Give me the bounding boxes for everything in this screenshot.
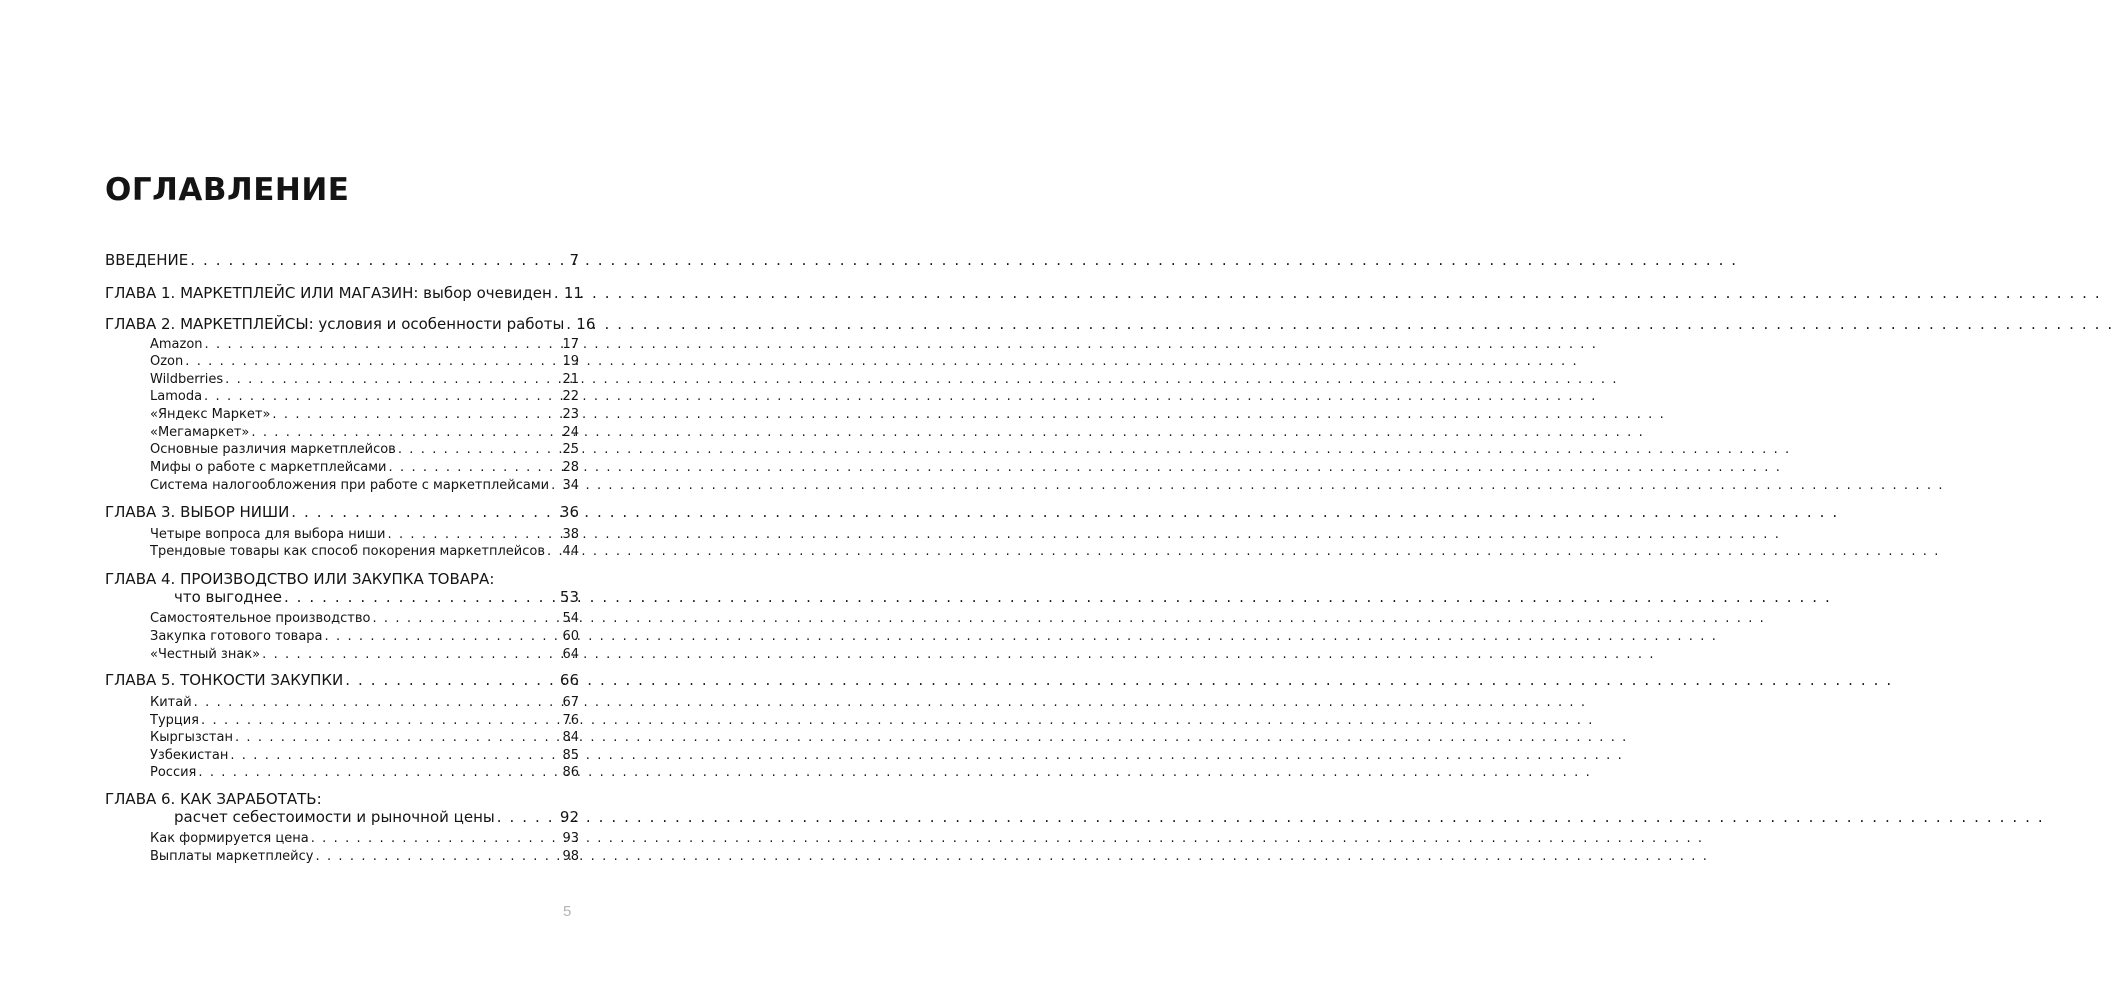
toc-entry-section (150, 371, 579, 388)
toc-entry-section (150, 424, 579, 441)
toc-entry-label: ГЛАВА 5. ТОНКОСТИ ЗАКУПКИ (105, 671, 344, 689)
toc-entry-chapter-4 (105, 569, 579, 589)
toc-entry-label: Amazon (150, 337, 203, 352)
toc-entry-chapter-3 (105, 502, 579, 522)
toc-entry-page: 38 (562, 527, 579, 542)
dot-leader (325, 628, 561, 645)
dot-leader (315, 848, 560, 865)
toc-entry-chapter-6-cont (174, 807, 579, 827)
toc-entry-page: 54 (562, 611, 579, 626)
toc-entry-section (150, 477, 579, 494)
toc-entry-section (150, 694, 579, 711)
toc-entry-page: 76 (562, 713, 579, 728)
toc-entry-page: 85 (562, 748, 579, 763)
toc-entry-section (150, 712, 579, 729)
toc-entry-section (150, 729, 579, 746)
toc-entry-page: 23 (562, 407, 579, 422)
dot-leader (497, 807, 558, 827)
dot-leader (554, 283, 562, 303)
toc-entry-chapter-1 (105, 283, 583, 303)
toc-entry-page: 7 (569, 251, 579, 269)
toc-entry-section (150, 628, 579, 645)
dot-leader (398, 441, 561, 458)
page-number: 5 (563, 903, 572, 920)
toc-entry-page: 25 (562, 442, 579, 457)
toc-entry-section (150, 610, 579, 627)
toc-entry-label: что выгоднее (174, 588, 282, 606)
toc-page (0, 0, 714, 1000)
toc-entry-label: Трендовые товары как способ покорения маркетплейсов (150, 544, 546, 559)
toc-entry-section (150, 764, 579, 781)
toc-entry-label: ГЛАВА 2. МАРКЕТПЛЕЙСЫ: условия и особенности работы (105, 315, 565, 333)
dot-leader (225, 371, 560, 388)
dot-leader (284, 587, 558, 607)
dot-leader (389, 459, 561, 476)
toc-entry-page: 66 (559, 671, 579, 689)
toc-entry-section (150, 353, 579, 370)
toc-entry-label: Самостоятельное производство (150, 611, 371, 626)
toc-entry-page: 24 (562, 425, 579, 440)
toc-entry-label: Система налогообложения при работе с маркетплейсами (150, 478, 550, 493)
dot-leader (311, 830, 561, 847)
toc-entry-label: Wildberries (150, 372, 224, 387)
toc-entry-chapter-2 (105, 314, 596, 334)
dot-leader (235, 729, 561, 746)
toc-entry-page: 84 (562, 730, 579, 745)
dot-leader (185, 353, 560, 370)
toc-entry-page: 64 (562, 647, 579, 662)
toc-entry-page: 92 (559, 808, 579, 826)
dot-leader (272, 406, 560, 423)
toc-entry-section (150, 388, 579, 405)
dot-leader (262, 646, 560, 663)
toc-entry-section (150, 543, 579, 560)
toc-entry-page: 16 (576, 315, 596, 333)
toc-entry-label: Турция (150, 713, 200, 728)
toc-entry-page: 19 (562, 354, 579, 369)
toc-entry-page: 11 (563, 284, 583, 302)
dot-leader (230, 747, 560, 764)
toc-entry-label: Ozon (150, 354, 184, 369)
dot-leader (551, 477, 560, 494)
toc-entry-page: 44 (562, 544, 579, 559)
toc-entry-label: «Мегамаркет» (150, 425, 250, 440)
toc-entry-label: ВВЕДЕНИЕ (105, 251, 189, 269)
toc-entry-page: 86 (562, 765, 579, 780)
toc-entry-label: расчет себестоимости и рыночной цены (174, 808, 495, 826)
dot-leader (201, 712, 560, 729)
toc-entry-label: Узбекистан (150, 748, 229, 763)
dot-leader (388, 526, 561, 543)
dot-leader (345, 670, 558, 690)
toc-entry-label: Основные различия маркетплейсов (150, 442, 396, 457)
dot-leader (204, 388, 560, 405)
toc-entry-page: 67 (562, 695, 579, 710)
dot-leader (566, 314, 574, 334)
toc-entry-page: 28 (562, 460, 579, 475)
toc-entry-label: Мифы о работе с маркетплейсами (150, 460, 387, 475)
toc-entry-label: ГЛАВА 4. ПРОИЗВОДСТВО ИЛИ ЗАКУПКА ТОВАРА: (105, 570, 495, 588)
toc-entry-section (150, 747, 579, 764)
dot-leader (251, 424, 560, 441)
toc-entry-page: 60 (562, 629, 579, 644)
toc-entry-section (150, 830, 579, 847)
toc-entry-section (150, 459, 579, 476)
toc-entry-introduction (105, 250, 579, 270)
toc-entry-label: «Яндекс Маркет» (150, 407, 271, 422)
toc-entry-chapter-4-cont (174, 587, 579, 607)
toc-entry-section (150, 441, 579, 458)
toc-entry-section (150, 646, 579, 663)
toc-entry-chapter-6 (105, 789, 579, 809)
toc-entry-label: Lamoda (150, 389, 203, 404)
toc-entry-section (150, 336, 579, 353)
toc-entry-page: 93 (562, 831, 579, 846)
toc-entry-section (150, 406, 579, 423)
toc-entry-label: Китай (150, 695, 192, 710)
dot-leader (205, 336, 561, 353)
toc-entry-section (150, 526, 579, 543)
toc-entry-page: 22 (562, 389, 579, 404)
toc-entry-page: 21 (562, 372, 579, 387)
toc-entry-page: 36 (559, 503, 579, 521)
toc-entry-page: 53 (559, 588, 579, 606)
page-title: ОГЛАВЛЕНИЕ (105, 172, 350, 208)
toc-entry-section (150, 848, 579, 865)
dot-leader (198, 764, 560, 781)
toc-entry-label: ГЛАВА 3. ВЫБОР НИШИ (105, 503, 290, 521)
toc-entry-page: 98 (562, 849, 579, 864)
toc-entry-label: Четыре вопроса для выбора ниши (150, 527, 386, 542)
toc-entry-label: Закупка готового товара (150, 629, 323, 644)
toc-entry-label: Выплаты маркетплейсу (150, 849, 314, 864)
dot-leader (190, 250, 567, 270)
toc-entry-page: 34 (562, 478, 579, 493)
toc-entry-label: «Честный знак» (150, 647, 261, 662)
toc-entry-label: Как формируется цена (150, 831, 309, 846)
dot-leader (194, 694, 561, 711)
dot-leader (372, 610, 560, 627)
toc-entry-label: Россия (150, 765, 197, 780)
toc-entry-label: Кыргызстан (150, 730, 233, 745)
dot-leader (547, 543, 560, 560)
dot-leader (291, 502, 558, 522)
toc-entry-label: ГЛАВА 1. МАРКЕТПЛЕЙС ИЛИ МАГАЗИН: выбор очевиден (105, 284, 552, 302)
toc-entry-chapter-5 (105, 670, 579, 690)
toc-entry-label: ГЛАВА 6. КАК ЗАРАБОТАТЬ: (105, 790, 322, 808)
toc-entry-page: 17 (562, 337, 579, 352)
